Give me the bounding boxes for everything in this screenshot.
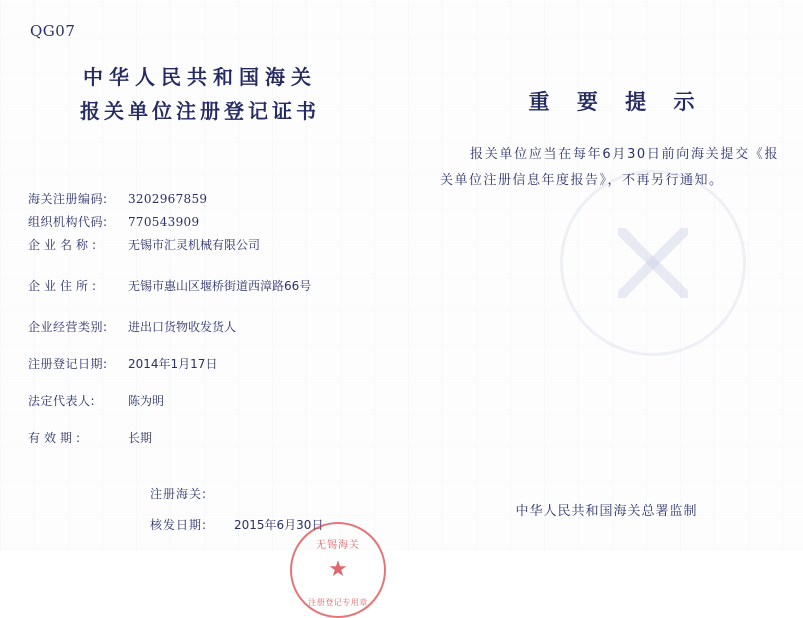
field-row-company-address — [28, 277, 388, 294]
field-row-org-code — [28, 213, 388, 230]
seal-top-text: 无锡海关 — [316, 540, 360, 551]
certificate-title-line-2: 报关单位注册登记证书 — [80, 99, 320, 123]
footer-value-issue-date: 2015年6月30日 — [234, 518, 324, 532]
field-value-validity: 长期 — [128, 431, 153, 445]
field-row-company-name — [28, 236, 388, 253]
certificate-left-panel — [0, 60, 400, 607]
field-row-business-category — [28, 318, 388, 335]
issuer-line: 中华人民共和国海关总署监制 — [515, 504, 698, 519]
footer-label-issuing-customs: 注册海关: — [150, 487, 208, 501]
field-label-registration-code: 海关注册编码: — [28, 192, 108, 206]
certificate-right-panel — [420, 60, 803, 540]
certificate-fields — [28, 190, 388, 452]
footer-row-issue-date — [150, 516, 390, 533]
field-value-company-address: 无锡市惠山区堰桥街道西漳路66号 — [128, 279, 312, 293]
field-value-org-code: 770543909 — [128, 215, 200, 229]
field-label-legal-representative: 法定代表人: — [28, 394, 96, 408]
field-label-org-code: 组织机构代码: — [28, 215, 108, 229]
field-value-registration-date: 2014年1月17日 — [128, 357, 218, 371]
field-label-company-address: 企业住所: — [28, 279, 101, 293]
field-value-legal-representative: 陈为明 — [128, 394, 165, 408]
field-row-legal-representative — [28, 392, 388, 409]
field-row-registration-date — [28, 355, 388, 372]
certificate-title-line-1: 中华人民共和国海关 — [83, 65, 317, 89]
field-row-validity — [28, 429, 388, 446]
footer-row-issuing-customs — [150, 485, 390, 502]
document-code: QG07 — [30, 22, 76, 40]
field-value-business-category: 进出口货物收发货人 — [128, 320, 237, 334]
field-label-validity: 有效期: — [28, 431, 85, 445]
field-label-business-category: 企业经营类别: — [28, 320, 108, 334]
notice-title: 重 要 提 示 — [528, 90, 705, 114]
certificate-title — [0, 60, 400, 128]
field-label-registration-date: 注册登记日期: — [28, 357, 108, 371]
field-value-registration-code: 3202967859 — [128, 192, 208, 206]
certificate-left-footer — [150, 485, 390, 547]
seal-star-icon: ★ — [328, 557, 348, 582]
field-label-company-name: 企业名称: — [28, 238, 101, 252]
field-row-registration-code — [28, 190, 388, 207]
seal-bottom-text: 注册登记专用章 — [308, 598, 368, 607]
notice-body-text: 报关单位应当在每年6月30日前向海关提交《报关单位注册信息年度报告》，不再另行通知。 — [440, 147, 779, 188]
field-value-company-name: 无锡市汇灵机械有限公司 — [128, 238, 261, 252]
footer-label-issue-date: 核发日期: — [150, 518, 208, 532]
